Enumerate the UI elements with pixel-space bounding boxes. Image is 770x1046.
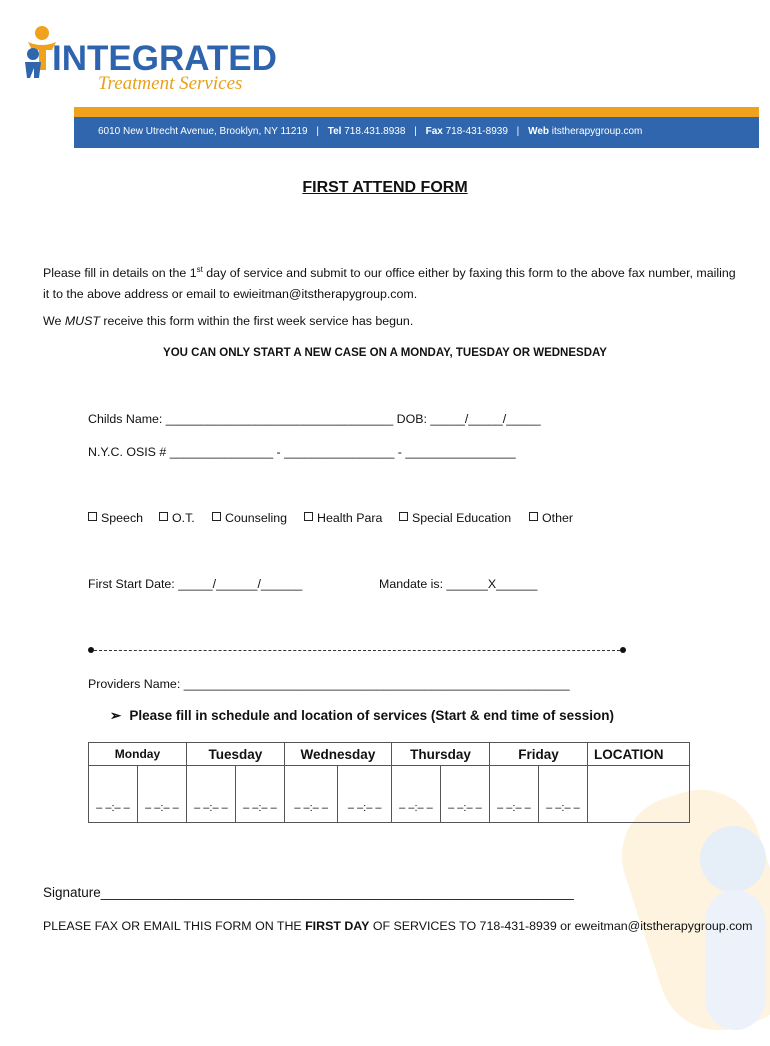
arrow-bullet-icon: ➢ [110, 708, 122, 723]
mandate-field[interactable]: Mandate is: ______X______ [379, 577, 538, 591]
wednesday-start-time[interactable]: – –:– – [284, 766, 338, 823]
fax-number: 718-431-8939 [445, 126, 508, 137]
must-text-end: receive this form within the first week service has begun. [99, 314, 414, 328]
checkbox-icon[interactable] [212, 512, 221, 521]
service-label: Health Para [317, 511, 383, 525]
separator: | [414, 126, 417, 137]
schedule-table [88, 742, 690, 823]
dashed-line [94, 650, 620, 651]
service-option-speech[interactable] [88, 511, 143, 525]
must-emphasis: MUST [64, 314, 100, 328]
tuesday-end-time[interactable]: – –:– – [235, 766, 284, 823]
logo-wordmark: INTEGRATED [52, 39, 277, 78]
fax-label: Fax [425, 126, 443, 137]
first-start-date-field[interactable]: First Start Date: _____/______/______ [88, 577, 303, 591]
service-option-ot[interactable] [159, 511, 195, 525]
day-header-wednesday: Wednesday [284, 743, 391, 766]
service-label: Special Education [412, 511, 512, 525]
dashed-divider [88, 645, 626, 655]
wednesday-end-time[interactable]: – –:– – [338, 766, 392, 823]
location-header: LOCATION [588, 743, 690, 766]
signature-field[interactable]: Signature_______________________________________________________________ [43, 885, 574, 900]
footer-text-start: PLEASE FAX OR EMAIL THIS FORM ON THE [43, 919, 306, 933]
checkbox-icon[interactable] [529, 512, 538, 521]
ordinal-suffix: st [196, 265, 203, 274]
location-cell[interactable] [588, 766, 690, 823]
monday-end-time[interactable]: – –:– – [137, 766, 186, 823]
service-option-special-education[interactable] [399, 511, 511, 525]
service-option-counseling[interactable] [212, 511, 287, 525]
footer-instruction [43, 919, 752, 933]
checkbox-icon[interactable] [399, 512, 408, 521]
checkbox-icon[interactable] [304, 512, 313, 521]
day-header-monday: Monday [89, 743, 187, 766]
web-address: itstherapygroup.com [551, 126, 643, 137]
header-orange-stripe [74, 107, 759, 117]
service-label: Other [542, 511, 573, 525]
schedule-times-row [89, 766, 690, 823]
company-logo [20, 22, 277, 97]
separator: | [516, 126, 520, 137]
must-text-start: We [43, 314, 65, 328]
footer-emphasis: FIRST DAY [305, 919, 370, 933]
schedule-header-row [89, 743, 690, 766]
bullet-icon [620, 647, 626, 653]
thursday-end-time[interactable]: – –:– – [440, 766, 489, 823]
address-text: 6010 New Utrecht Avenue, Brooklyn, NY 11219 [98, 126, 308, 137]
osis-number-field[interactable]: N.Y.C. OSIS # _______________ - ________________ - ________________ [88, 445, 516, 459]
service-option-health-para[interactable] [304, 511, 382, 525]
service-label: O.T. [172, 511, 195, 525]
thursday-start-time[interactable]: – –:– – [392, 766, 441, 823]
day-header-thursday: Thursday [392, 743, 490, 766]
monday-start-time[interactable]: – –:– – [89, 766, 138, 823]
providers-name-field[interactable]: Providers Name: ________________________________________________________ [88, 677, 570, 691]
schedule-instruction-text: Please fill in schedule and location of services (Start & end time of session) [129, 708, 614, 723]
intro-text-end: day of service and submit to our office either by faxing this form to the above fax number, mailing it to the above address or email to ewieitman@itstherapygroup.com. [43, 266, 736, 302]
service-label: Speech [101, 511, 144, 525]
intro-text-start: Please fill in details on the 1 [43, 266, 197, 281]
separator: | [316, 126, 319, 137]
checkbox-icon[interactable] [88, 512, 97, 521]
tel-number: 718.431.8938 [344, 126, 406, 137]
header-contact-info [98, 124, 642, 140]
must-paragraph [43, 311, 743, 332]
day-header-friday: Friday [489, 743, 587, 766]
service-label: Counseling [225, 511, 287, 525]
friday-start-time[interactable]: – –:– – [489, 766, 538, 823]
child-name-dob-field[interactable]: Childs Name: _________________________________ DOB: _____/_____/_____ [88, 412, 541, 426]
start-day-notice: YOU CAN ONLY START A NEW CASE ON A MONDAY, TUESDAY OR WEDNESDAY [163, 347, 607, 359]
tuesday-start-time[interactable]: – –:– – [186, 766, 235, 823]
day-header-tuesday: Tuesday [186, 743, 284, 766]
web-label: Web [528, 126, 549, 137]
schedule-instruction [110, 708, 614, 724]
logo-tagline: Treatment Services [98, 73, 243, 94]
friday-end-time[interactable]: – –:– – [538, 766, 587, 823]
tel-label: Tel [327, 126, 342, 137]
form-title: FIRST ATTEND FORM [302, 179, 468, 196]
service-option-other[interactable] [529, 511, 573, 525]
intro-paragraph [43, 259, 743, 305]
footer-text-end: OF SERVICES TO 718-431-8939 or eweitman@itstherapygroup.com [369, 919, 753, 933]
checkbox-icon[interactable] [159, 512, 168, 521]
